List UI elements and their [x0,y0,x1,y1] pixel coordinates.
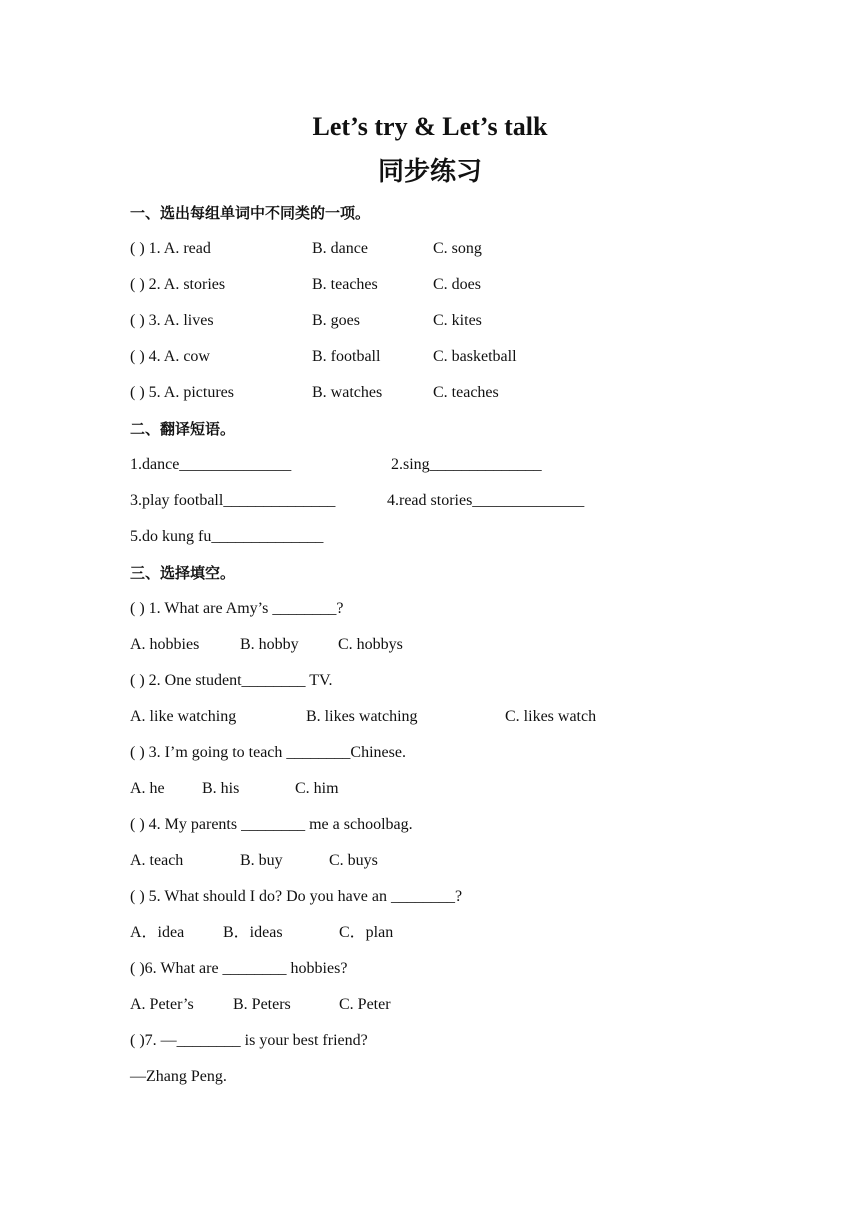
phrase: 3.play football______________ [130,492,336,509]
option-b: B. football [312,348,381,365]
option-c: C. basketball [433,348,517,365]
option-a: A. like watching [130,708,237,725]
option-a: A. he [130,780,165,797]
section2-heading: 二、翻译短语。 [130,420,236,438]
option-b: B．ideas [223,924,283,941]
item-question: ( ) 1. A. read [130,240,211,257]
item-question: ( ) 4. A. cow [130,348,210,365]
item-question: ( ) 5. A. pictures [130,384,234,401]
phrase: 5.do kung fu______________ [130,528,324,545]
option-a: A．idea [130,924,185,941]
option-c: C. likes watch [505,708,597,725]
item-question: ( ) 3. A. lives [130,312,214,329]
option-b: B. Peters [233,996,291,1013]
option-b: B. his [202,780,240,797]
section3-question-3: ( ) 3. I’m going to teach ________Chinese. [130,744,406,761]
section3-question-2: ( ) 2. One student________ TV. [130,672,333,689]
section1-heading: 一、选出每组单词中不同类的一项。 [130,204,371,222]
option-c: C. him [295,780,339,797]
phrase: 4.read stories______________ [387,492,585,509]
option-a: A. teach [130,852,184,869]
section3-question-5: ( ) 5. What should I do? Do you have an ________? [130,888,463,905]
section3-heading: 三、选择填空。 [130,564,236,582]
phrase: 1.dance______________ [130,456,292,473]
option-a: A. Peter’s [130,996,194,1013]
option-b: B. dance [312,240,368,257]
option-c: C. does [433,276,481,293]
option-a: A. hobbies [130,636,200,653]
option-c: C. buys [329,852,378,869]
section3-question-1: ( ) 1. What are Amy’s ________? [130,600,344,617]
section3-question-4: ( ) 4. My parents ________ me a schoolbag. [130,816,413,833]
option-b: B. watches [312,384,383,401]
option-c: C. Peter [339,996,391,1013]
item-question: ( ) 2. A. stories [130,276,226,293]
phrase: 2.sing______________ [391,456,542,473]
page-title: Let’s try & Let’s talk [312,112,548,141]
page-subtitle: 同步练习 [377,157,482,187]
option-b: B. teaches [312,276,378,293]
option-b: B. hobby [240,636,299,653]
section3-question-7: ( )7. —________ is your best friend? [130,1032,368,1049]
option-c: C．plan [339,924,394,941]
option-c: C. kites [433,312,482,329]
option-b: B. goes [312,312,360,329]
section3-question-6: ( )6. What are ________ hobbies? [130,960,348,977]
option-c: C. hobbys [338,636,403,653]
section3-answer-7: —Zhang Peng. [130,1068,227,1085]
option-c: C. song [433,240,482,257]
option-b: B. likes watching [306,708,418,725]
option-b: B. buy [240,852,283,869]
option-c: C. teaches [433,384,499,401]
